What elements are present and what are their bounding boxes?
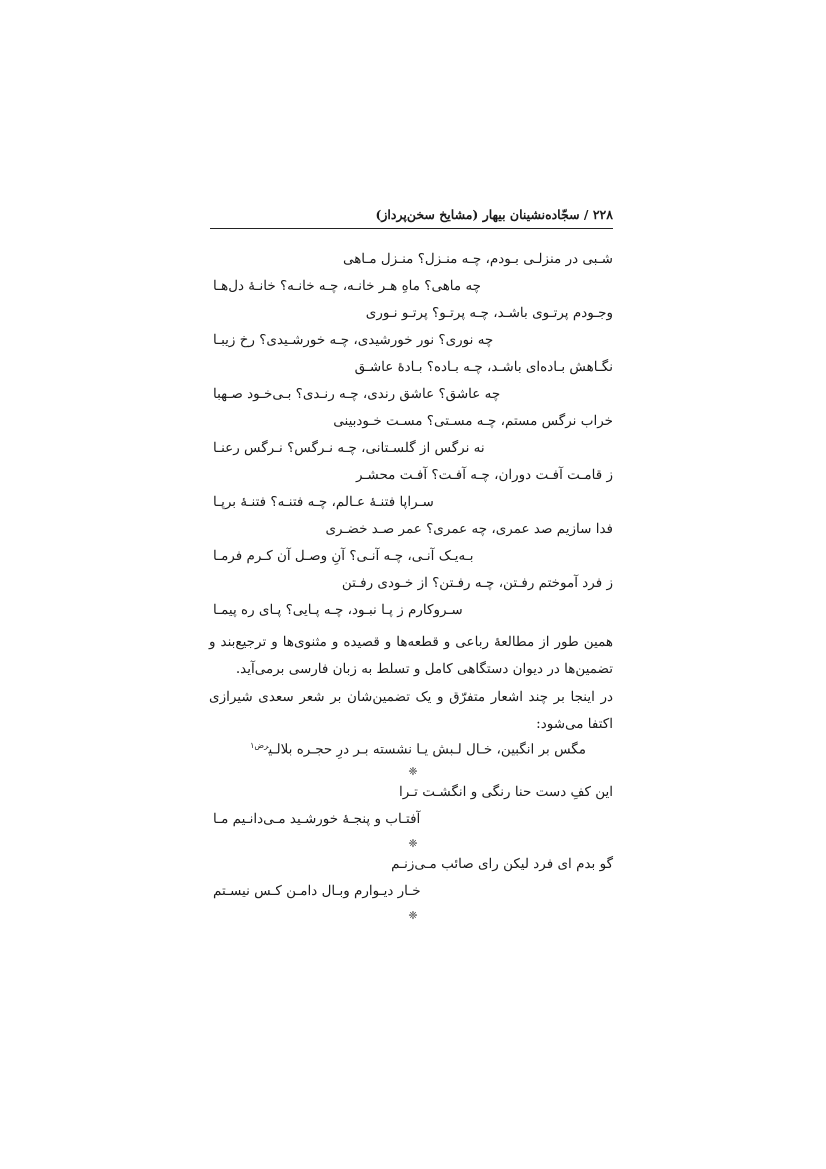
poem-line: ز فرد آموختم رفـتن، چـه رفـتن؟ از خـودی رفـتن <box>341 575 613 591</box>
couplet-line: این کفِ دست حنا رنگی و انگشـت تـرا <box>399 784 613 800</box>
quoted-verse <box>250 737 586 759</box>
couplet-line: خـار دیـوارم وبـال دامـن کـس نیسـتم <box>213 883 421 899</box>
paragraph: همین طور از مطالعهٔ رباعی و قطعه‌ها و قصیده و مثنوی‌ها و ترجیع‌بند و تضمین‌ها در دیوان دستگاهی کامل و تسلط به زبان فارسی برمی‌آید. <box>209 634 613 677</box>
poem-line: چه نوری؟ نور خورشیدی، چـه خورشـیدی؟ رخ زیبـا <box>213 332 494 348</box>
poem-line: شـبی در منزلـی بـودم، چـه منـزل؟ منـزل مـاهی <box>342 251 613 267</box>
footnote-marker: ۱ <box>250 741 255 750</box>
poem-line: فدا سازیم صد عمری، چه عمری؟ عمر صـد خضـری <box>325 521 613 537</box>
poem-line: نگـاهش بـاده‌ای باشـد، چـه بـاده؟ بـادهٔ عاشـق <box>354 359 613 375</box>
paragraph: در اینجا بر چند اشعار متفرّق و یک تضمین‌شان بر شعر سعدی شیرازی اکتفا می‌شود: <box>209 689 613 732</box>
poem-line: خراب نرگس مستم، چـه مسـتی؟ مسـت خـودبینی <box>333 413 613 429</box>
poem-line: سـروکارم ز پـا نبـود، چـه پـایی؟ پـای ره پیمـا <box>213 602 463 618</box>
page-number: ۲۲۸ <box>592 207 613 222</box>
poem-line: ز قامـت آفـت دوران، چـه آفـت؟ آفـت محشـر <box>356 467 613 483</box>
couplet-line: گو بدم ای فرد لیکن رای صائب مـی‌زنـم <box>391 856 613 872</box>
separator-mark: ❈ <box>408 765 418 778</box>
poem-line: بـه‌یـک آنـی، چـه آنـی؟ آنِ وصـل آن کـرم فرمـا <box>213 548 474 564</box>
separator-mark: ❈ <box>408 909 418 922</box>
running-header <box>210 207 613 222</box>
poem-line: وجـودم پرتـوی باشـد، چـه پرتـو؟ پرتـو نـوری <box>365 305 613 321</box>
poem-line: سـراپا فتنـهٔ عـالم، چـه فتنـه؟ فتنـهٔ برپـا <box>213 494 434 510</box>
poem-line: چه عاشق؟ عاشق رندی، چـه رنـدی؟ بـی‌خـود صـهبا <box>213 386 501 402</box>
separator-mark: ❈ <box>408 837 418 850</box>
header-separator: / <box>583 207 589 222</box>
honorific-superscript: رض <box>254 741 269 750</box>
header-rule <box>210 228 613 229</box>
couplet-line: آفتـاب و پنجـهٔ خورشـید مـی‌دانـیم مـا <box>213 811 421 827</box>
book-title: سجّاده‌نشینان بیهار (مشایخ سخن‌پرداز) <box>375 207 580 222</box>
poem-line: نه نرگس از گلسـتانی، چـه نـرگس؟ نـرگس رعنـا <box>213 440 485 456</box>
poem-line: چه ماهی؟ ماهِ هـر خانـه، چـه خانـه؟ خانـهٔ دل‌هـا <box>213 278 482 294</box>
quoted-verse-text: مگس بر انگبین، خـال لـبش یـا نشسته بـر درِ حجـره بلالـی <box>268 741 586 758</box>
